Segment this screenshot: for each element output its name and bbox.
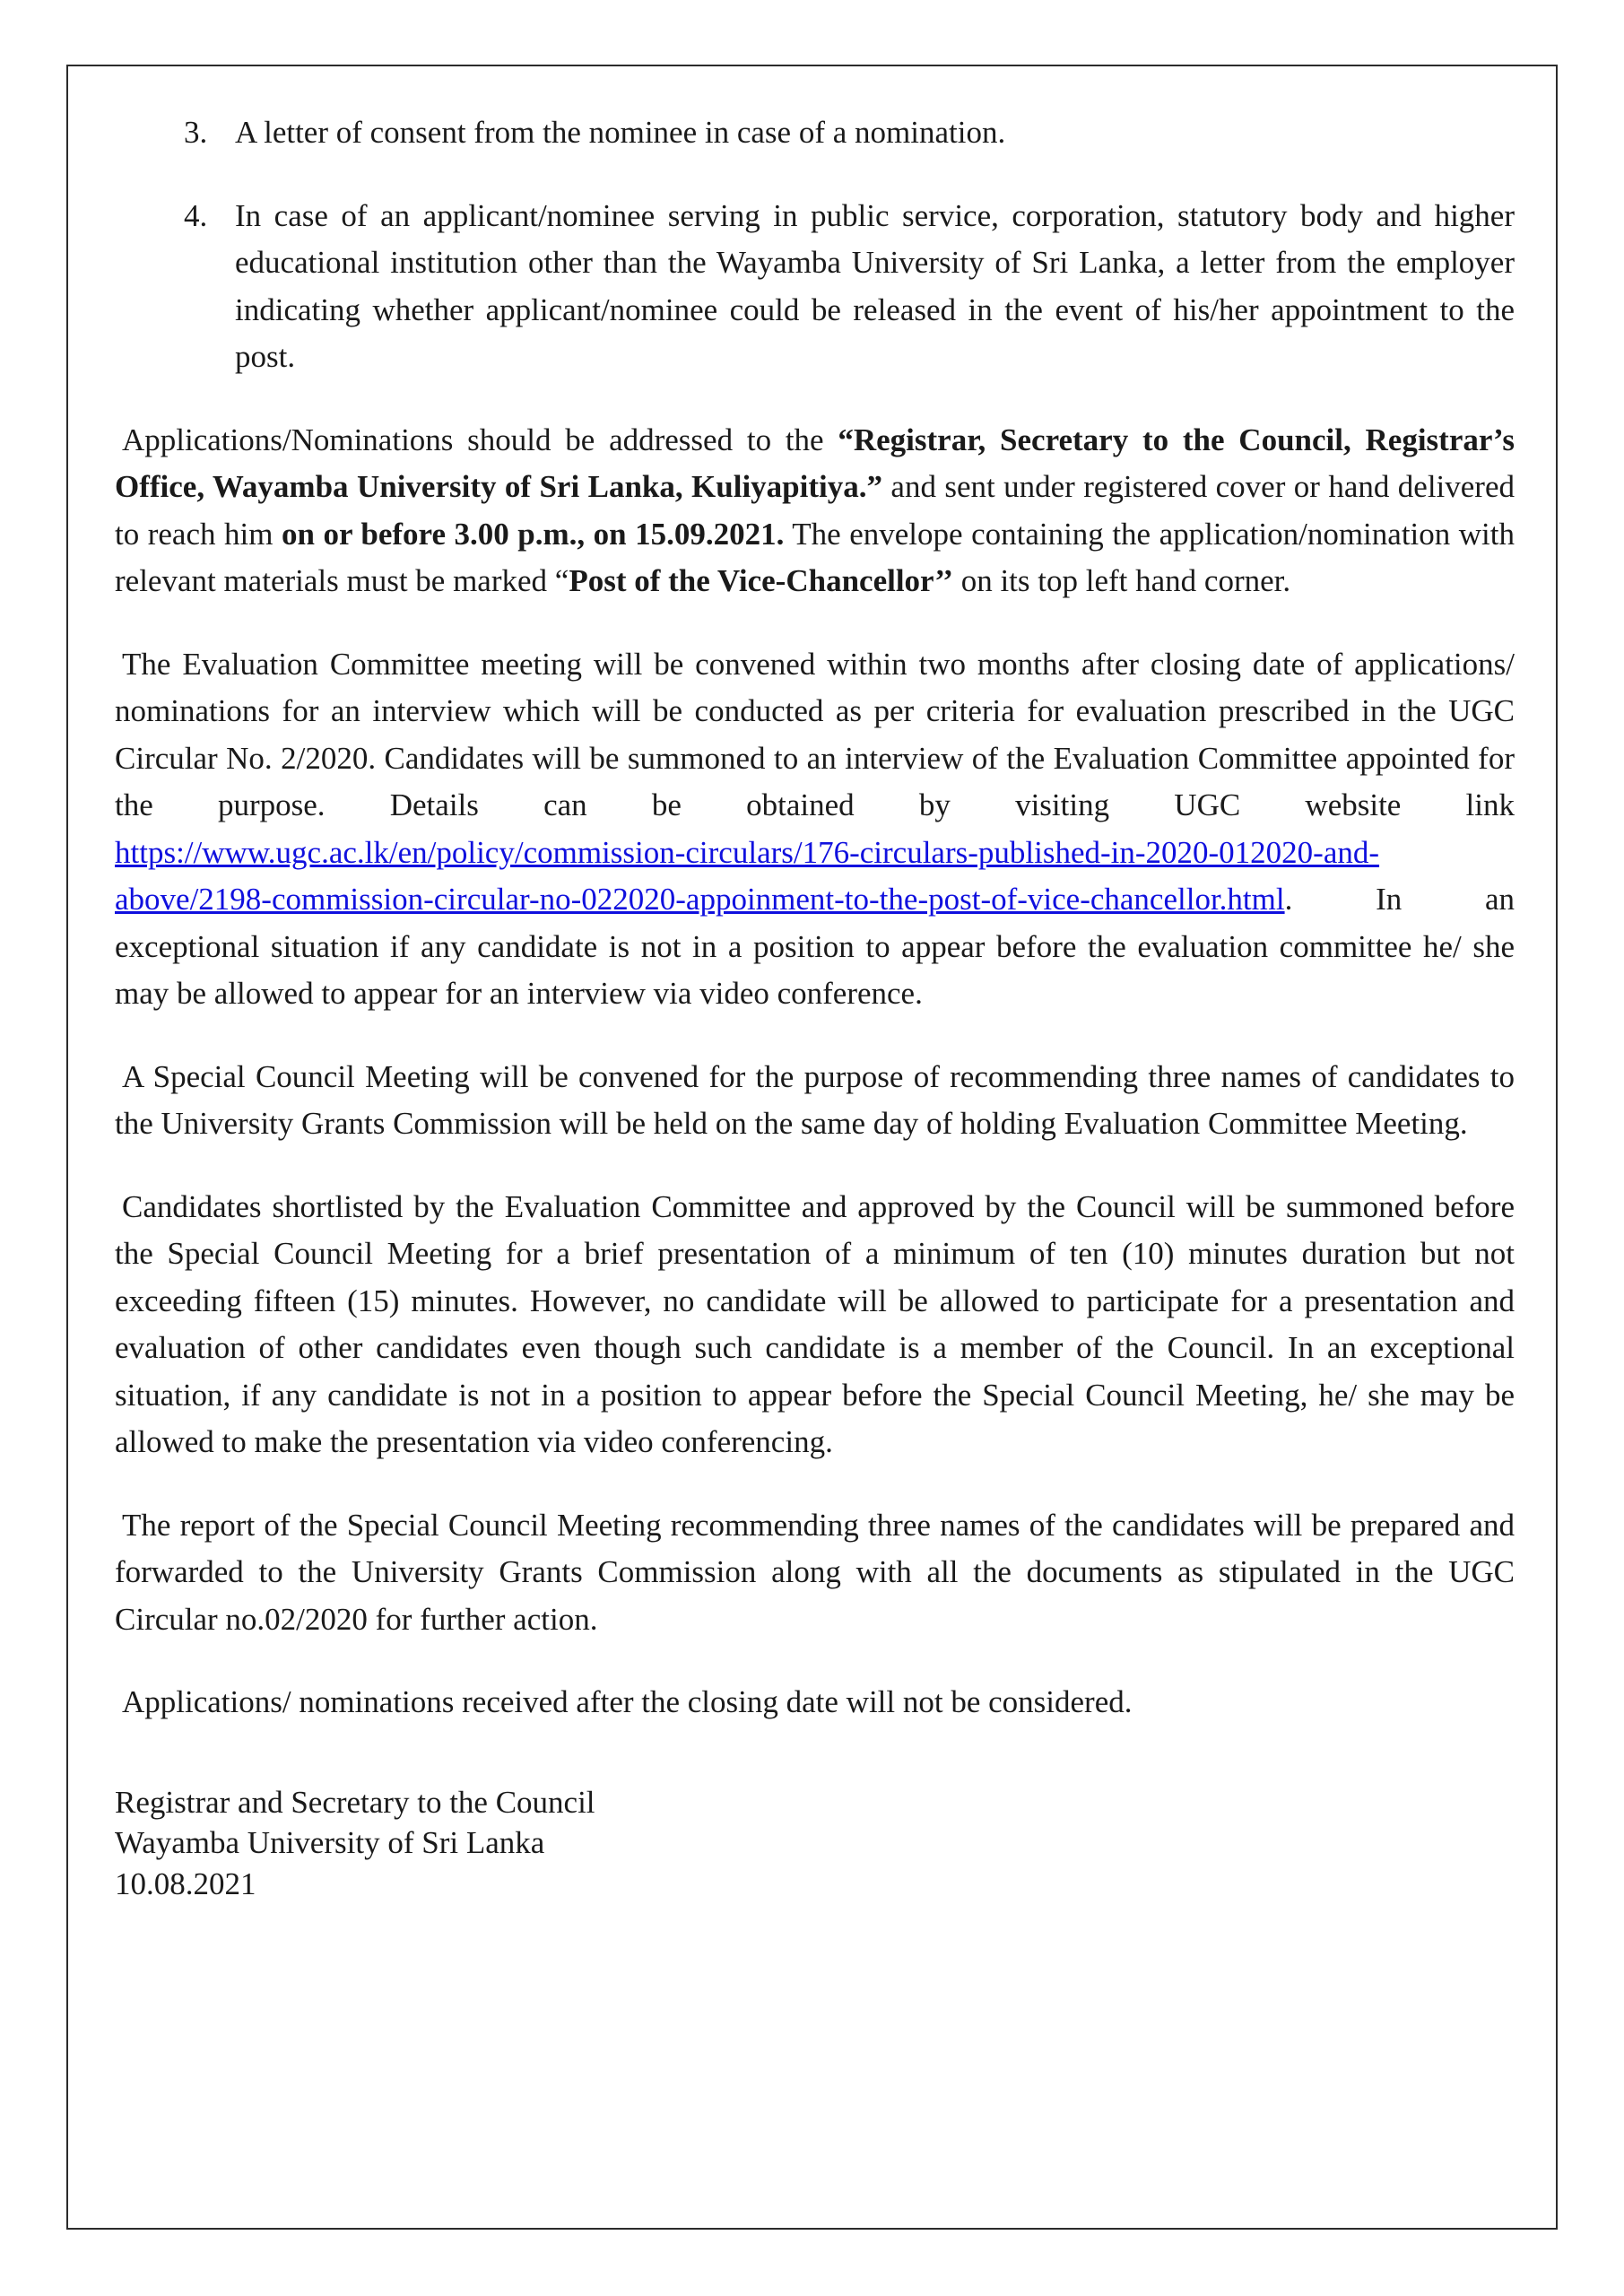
attachments-list [184, 109, 1515, 381]
paragraph-closing-note: Applications/ nominations received after the closing date will not be considered. [122, 1684, 1133, 1719]
list-item [184, 193, 1515, 381]
document-frame [66, 65, 1558, 2230]
list-item [184, 109, 1515, 157]
document-content [68, 66, 1556, 1904]
list-item-text: A letter of consent from the nominee in case of a nomination. [235, 115, 1006, 150]
signature-organization-line: Wayamba University of Sri Lanka [115, 1825, 545, 1860]
signature-date-line: 10.08.2021 [115, 1866, 256, 1901]
signature-role-line: Registrar and Secretary to the Council [115, 1784, 595, 1820]
evaluation-after-link-text: . In an exceptional situation if any candidate is not in a position to appear before the evaluation committee he/ she may be allowed to appear for an interview via video conference. [115, 882, 1515, 1011]
paragraph-special-council: A Special Council Meeting will be convened for the purpose of recommending three names of candidates to the University Grants Commission will be held on the same day of holding Evaluation Committee Meeting. [115, 1058, 1515, 1141]
address-tail-text: on its top left hand corner. [952, 563, 1291, 598]
addressee-bold-text: “Registrar, Secretary to the Council, Registrar’s Office, Wayamba University of Sri Lanka, Kuliyapitiya.” [115, 422, 1515, 504]
envelope-text: The envelope containing the application/nomination with relevant materials must be marked “ [115, 516, 1515, 598]
list-item-number: 3. [184, 115, 208, 150]
address-mid-text: and sent under registered cover or hand delivered to reach him [115, 469, 1515, 552]
envelope-marking-bold-text: Post of the Vice-Chancellor’’ [569, 563, 953, 598]
list-item-text: In case of an applicant/nominee serving in public service, corporation, statutory body and higher educational institution other than the Wayamba University of Sri Lanka, a letter from the employer indicating whether applicant/nominee could be released in the event of his/her appointment to the post. [235, 197, 1515, 374]
deadline-bold-text: on or before 3.00 p.m., on 15.09.2021. [282, 516, 785, 552]
signature-block [115, 1782, 1515, 1905]
paragraph-evaluation-committee [115, 641, 1515, 1018]
paragraph-address-instructions [115, 417, 1515, 605]
paragraph-report: The report of the Special Council Meeting recommending three names of the candidates will be prepared and forwarded to the University Grants Commission along with all the documents as stipulated in the UGC Circular no.02/2020 for further action. [115, 1507, 1515, 1637]
evaluation-before-link-text: The Evaluation Committee meeting will be convened within two months after closing date of applications/ nominations for an interview which will be conducted as per criteria for evaluation prescribed in the UGC Circular No. 2/2020. Candidates will be summoned to an interview of the Evaluation Committee appointed for the purpose. Details can be obtained by visiting UGC website link [115, 646, 1515, 822]
ugc-circular-link[interactable]: https://www.ugc.ac.lk/en/policy/commission-circulars/176-circulars-published-in-2020-012020-and-above/2198-commission-circular-no-022020-appoinment-to-the-post-of-vice-chancellor.html [115, 834, 1380, 917]
list-item-number: 4. [184, 197, 208, 233]
address-lead-text: Applications/Nominations should be addressed to the [122, 422, 838, 457]
paragraph-candidates-presentation: Candidates shortlisted by the Evaluation Committee and approved by the Council will be summoned before the Special Council Meeting for a brief presentation of a minimum of ten (10) minutes duration but not exceeding fifteen (15) minutes. However, no candidate will be allowed to participate for a presentation and evaluation of other candidates even though such candidate is a member of the Council. In an exceptional situation, if any candidate is not in a position to appear before the Special Council Meeting, he/ she may be allowed to make the presentation via video conferencing. [115, 1188, 1515, 1459]
